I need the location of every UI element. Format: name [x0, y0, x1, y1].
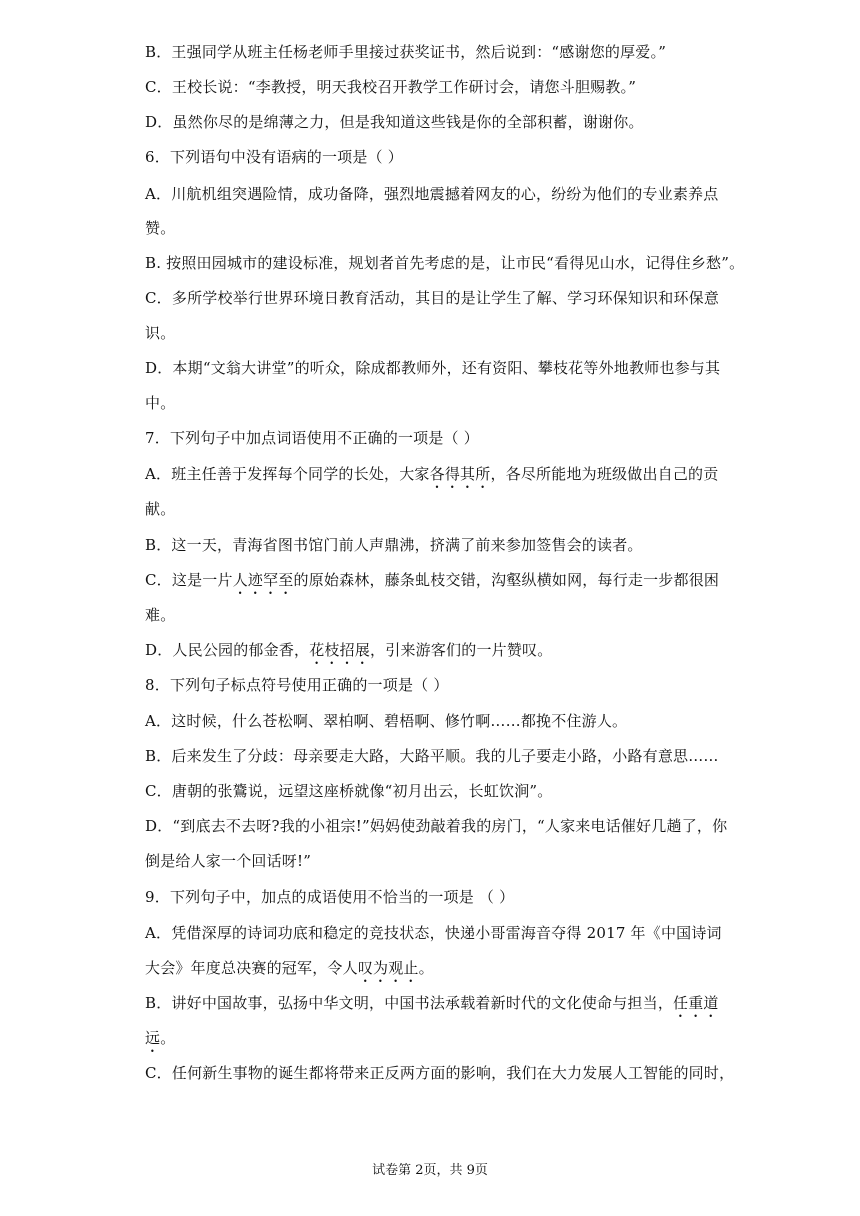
dotted-idiom: 任重道 — [673, 994, 719, 1012]
text: 。 — [418, 959, 434, 977]
option-c-q6-cont: 识。 — [145, 324, 176, 342]
dotted-idiom: 花枝招展 — [309, 641, 371, 659]
option-d-q6-cont: 中。 — [145, 394, 176, 412]
option-a-q7-cont: 献。 — [145, 500, 176, 518]
option-c-q9: C．任何新生事物的诞生都将带来正反两方面的影响，我们在大力发展人工智能的同时， — [145, 1064, 735, 1082]
option-b-q5: B．王强同学从班主任杨老师手里接过获奖证书，然后说到：“感谢您的厚爱。” — [145, 43, 667, 61]
option-c-q7-cont: 难。 — [145, 606, 176, 624]
option-a-q7 — [145, 464, 725, 492]
option-a-q9: A．凭借深厚的诗词功底和稳定的竞技状态，快递小哥雷海音夺得 2017 年《中国诗词 — [145, 924, 722, 942]
option-b-q8: B．后来发生了分歧：母亲要走大路，大路平顺。我的儿子要走小路，小路有意思…… — [145, 747, 719, 765]
text: 的原始森林，藤条虬枝交错，沟壑纵横如网，每行走一步都很困 — [293, 571, 720, 589]
option-c-q8: C．唐朝的张鷟说，远望这座桥就像“初月出云，长虹饮涧”。 — [145, 782, 553, 800]
option-a-q8: A．这时候，什么苍松啊、翠柏啊、碧梧啊、修竹啊……都挽不住游人。 — [145, 712, 628, 730]
option-b-q9-cont — [145, 1028, 725, 1056]
dotted-idiom: 人迹罕至 — [232, 571, 294, 589]
text: 大会》年度总决赛的冠军，令人 — [145, 959, 358, 977]
option-c-q5: C．王校长说：“李教授，明天我校召开教学工作研讨会，请您斗胆赐教。” — [145, 78, 637, 96]
option-d-q7 — [145, 640, 725, 668]
question-7: 7．下列句子中加点词语使用不正确的一项是（ ） — [145, 429, 479, 447]
text: B．讲好中国故事，弘扬中华文明，中国书法承载着新时代的文化使命与担当， — [145, 994, 674, 1012]
text: A．班主任善于发挥每个同学的长处，大家 — [145, 465, 430, 483]
option-b-q7: B．这一天，青海省图书馆门前人声鼎沸，挤满了前来参加签售会的读者。 — [145, 536, 643, 554]
option-a-q9-cont — [145, 958, 725, 986]
dotted-idiom: 叹为观止 — [357, 959, 419, 977]
text: 。 — [160, 1029, 176, 1047]
text: D．人民公园的郁金香， — [145, 641, 310, 659]
text: ，引来游客们的一片赞叹。 — [370, 641, 553, 659]
dotted-idiom: 各得其所 — [429, 465, 491, 483]
option-d-q8-cont: 倒是给人家一个回话呀!” — [145, 852, 312, 870]
option-b-q9 — [145, 993, 725, 1021]
option-a-q6-cont: 赞。 — [145, 219, 176, 237]
option-d-q8: D．“到底去不去呀?我的小祖宗!”妈妈使劲敲着我的房门，“人家来电话催好几趟了，你 — [145, 817, 728, 835]
option-b-q6: B. 按照田园城市的建设标准，规划者首先考虑的是，让市民“看得见山水，记得住乡愁”。 — [145, 254, 745, 272]
option-a-q6: A．川航机组突遇险情，成功备降，强烈地震撼着网友的心，纷纷为他们的专业素养点 — [145, 185, 719, 203]
question-9: 9．下列句子中，加点的成语使用不恰当的一项是 （ ） — [145, 888, 515, 906]
page-footer: 试卷第 2页，共 9页 — [372, 1163, 488, 1178]
option-c-q7 — [145, 570, 725, 598]
text: C．这是一片 — [145, 571, 233, 589]
dotted-idiom: 远 — [145, 1029, 161, 1047]
question-8: 8．下列句子标点符号使用正确的一项是（ ） — [145, 676, 449, 694]
option-d-q6: D．本期“文翁大讲堂”的听众，除成都教师外，还有资阳、攀枝花等外地教师也参与其 — [145, 359, 721, 377]
text: ，各尽所能地为班级做出自己的贡 — [490, 465, 719, 483]
option-d-q5: D．虽然你尽的是绵薄之力，但是我知道这些钱是你的全部积蓄，谢谢你。 — [145, 113, 644, 131]
question-6: 6．下列语句中没有语病的一项是（ ） — [145, 148, 403, 166]
option-c-q6: C．多所学校举行世界环境日教育活动，其目的是让学生了解、学习环保知识和环保意 — [145, 289, 720, 307]
